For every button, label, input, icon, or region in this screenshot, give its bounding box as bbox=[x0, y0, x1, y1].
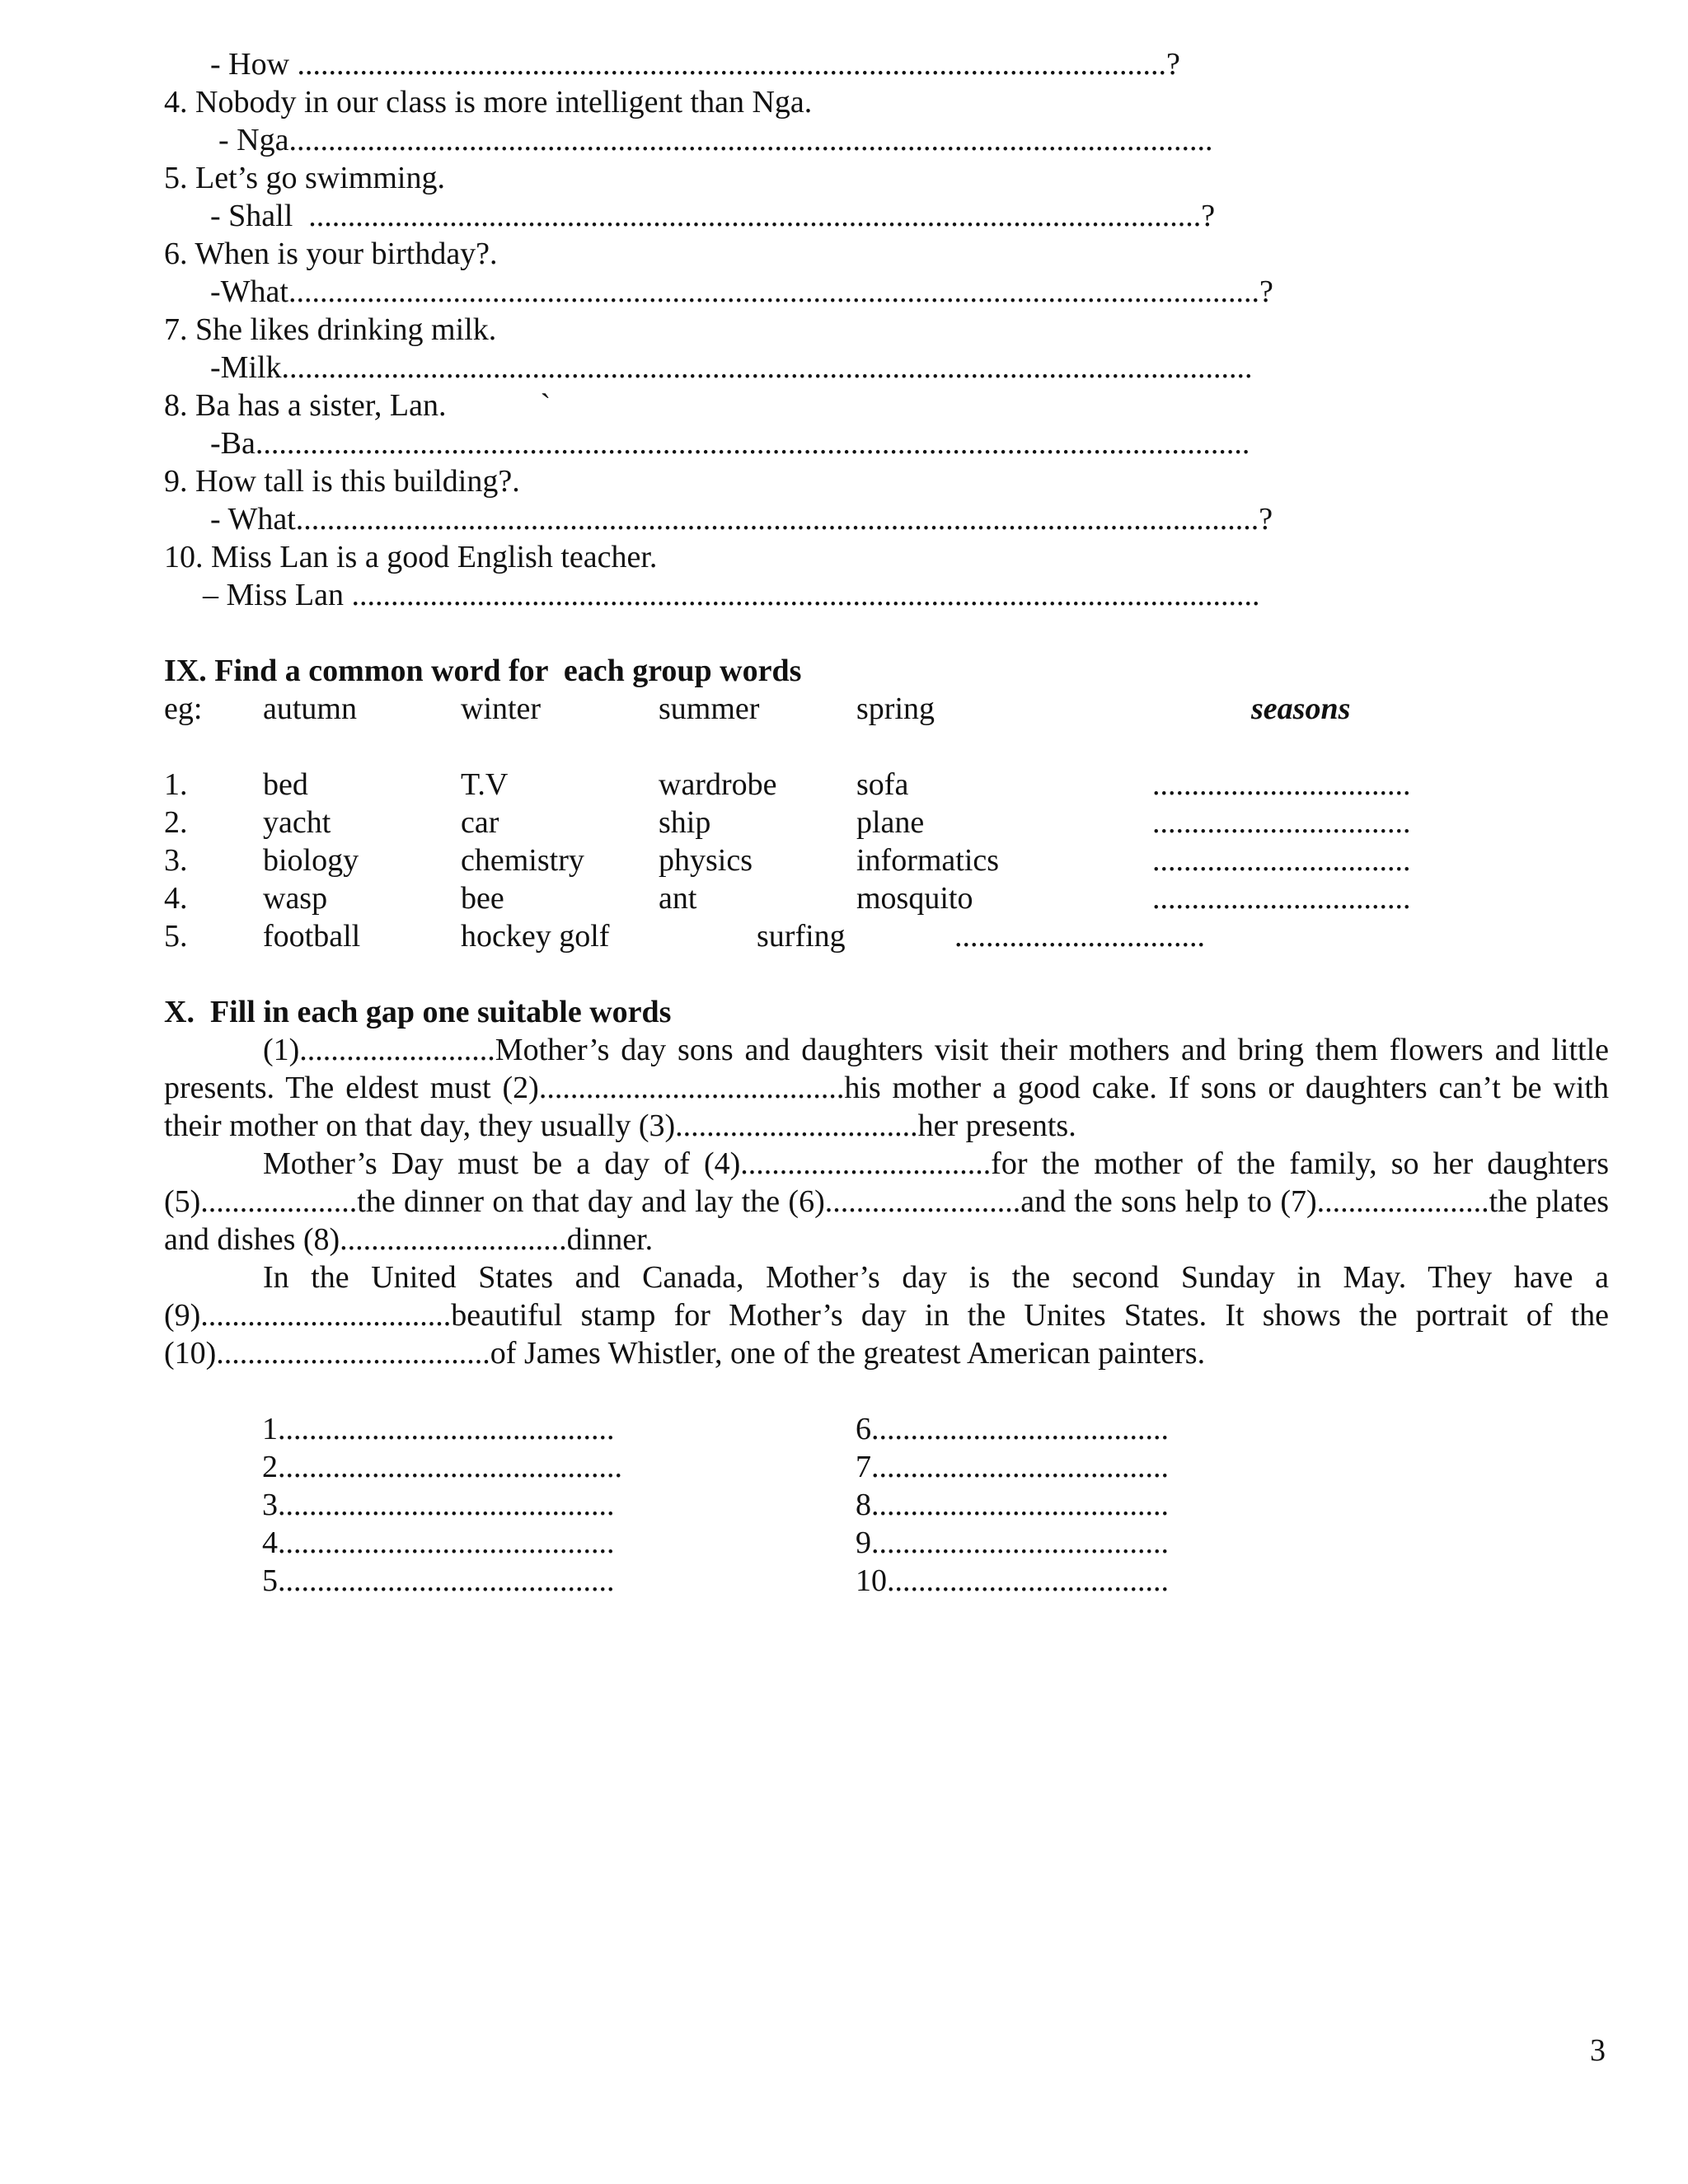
rewrite-line: -Milk............................................................................................................................ bbox=[210, 350, 1253, 385]
group-word: wasp bbox=[263, 881, 328, 916]
group-word: informatics bbox=[856, 843, 1000, 878]
answer-line: 8...................................... bbox=[856, 1488, 1169, 1522]
rewrite-line: 9. How tall is this building?. bbox=[164, 464, 520, 499]
group-word: wardrobe bbox=[659, 767, 777, 802]
rewrite-line: 8. Ba has a sister, Lan. ` bbox=[164, 388, 551, 423]
answer-blank: ................................. bbox=[1152, 881, 1411, 916]
rewrite-line: - Shall ..................................................................................................................? bbox=[210, 199, 1216, 233]
passage-paragraph: In the United States and Canada, Mother’s day is the second Sunday in May. They have a (9)................................beautiful stamp for Mother’s day in the Unites States. It shows the portrait of the (10)...................................of James Whistler, one of the greatest American painters. bbox=[164, 1260, 1609, 1371]
group-word: hockey golf bbox=[461, 919, 610, 954]
rewrite-line: 4. Nobody in our class is more intelligent than Nga. bbox=[164, 85, 813, 120]
answer-line: 9...................................... bbox=[856, 1526, 1169, 1560]
group-word: T.V bbox=[461, 767, 509, 802]
group-word: yacht bbox=[263, 805, 331, 840]
group-number: 1. bbox=[164, 767, 188, 802]
group-number: 2. bbox=[164, 805, 188, 840]
group-word: bed bbox=[263, 767, 308, 802]
group-number: 3. bbox=[164, 843, 188, 878]
group-word: bee bbox=[461, 881, 504, 916]
rewrite-line: 7. She likes drinking milk. bbox=[164, 312, 497, 347]
group-word: physics bbox=[659, 843, 753, 878]
passage-paragraph: (1).........................Mother’s day sons and daughters visit their mothers and bring them flowers and little presents. The eldest must (2).......................................his mother a good cake. If sons or daughters can’t be with their mother on that day, they usually (3)...............................her presents. bbox=[164, 1033, 1609, 1143]
rewrite-line: - Nga...................................................................................................................... bbox=[218, 123, 1213, 157]
answer-line: 1........................................... bbox=[262, 1412, 615, 1446]
rewrite-line: – Miss Lan .................................................................................................................... bbox=[203, 578, 1260, 612]
group-word: biology bbox=[263, 843, 359, 878]
section-ix-heading: IX. Find a common word for each group words bbox=[164, 654, 802, 688]
answer-line: 10.................................... bbox=[856, 1563, 1169, 1598]
answer-line: 6...................................... bbox=[856, 1412, 1169, 1446]
group-word: plane bbox=[856, 805, 925, 840]
group-number: 4. bbox=[164, 881, 188, 916]
example-label: eg: bbox=[164, 691, 203, 726]
example-answer: seasons bbox=[1251, 691, 1351, 726]
rewrite-line: - How ...............................................................................................................? bbox=[210, 47, 1180, 82]
rewrite-line: 10. Miss Lan is a good English teacher. bbox=[164, 540, 658, 574]
example-word: summer bbox=[659, 691, 760, 726]
group-word: chemistry bbox=[461, 843, 584, 878]
answer-line: 2............................................ bbox=[262, 1450, 622, 1484]
group-word: ship bbox=[659, 805, 711, 840]
example-word: winter bbox=[461, 691, 542, 726]
group-word: football bbox=[263, 919, 361, 954]
answer-blank: ................................. bbox=[1152, 843, 1411, 878]
section-x-heading: X. Fill in each gap one suitable words bbox=[164, 995, 672, 1029]
answer-line: 3........................................... bbox=[262, 1488, 615, 1522]
rewrite-line: 6. When is your birthday?. bbox=[164, 237, 498, 271]
rewrite-line: -What............................................................................................................................? bbox=[210, 274, 1273, 309]
example-word: spring bbox=[856, 691, 935, 726]
answer-blank: ................................. bbox=[1152, 767, 1411, 802]
answer-blank: ................................. bbox=[1152, 805, 1411, 840]
rewrite-line: 5. Let’s go swimming. bbox=[164, 161, 445, 195]
group-word: car bbox=[461, 805, 499, 840]
answer-blank: ................................ bbox=[954, 919, 1205, 954]
answer-line: 5........................................... bbox=[262, 1563, 615, 1598]
rewrite-line: - What...........................................................................................................................? bbox=[210, 502, 1273, 537]
example-word: autumn bbox=[263, 691, 357, 726]
rewrite-line: -Ba............................................................................................................................... bbox=[210, 426, 1250, 461]
group-word: mosquito bbox=[856, 881, 973, 916]
group-word: ant bbox=[659, 881, 697, 916]
page-number: 3 bbox=[1590, 2033, 1606, 2068]
answer-line: 4........................................... bbox=[262, 1526, 615, 1560]
answer-line: 7...................................... bbox=[856, 1450, 1169, 1484]
cloze-passage bbox=[164, 1031, 1609, 1372]
passage-paragraph: Mother’s Day must be a day of (4)................................for the mother of the family, so her daughters (5)....................the dinner on that day and lay the (6).........................and the sons help to (7)......................the plates and dishes (8).............................dinner. bbox=[164, 1146, 1609, 1257]
group-word: surfing bbox=[757, 919, 846, 954]
group-word: sofa bbox=[856, 767, 909, 802]
group-number: 5. bbox=[164, 919, 188, 954]
